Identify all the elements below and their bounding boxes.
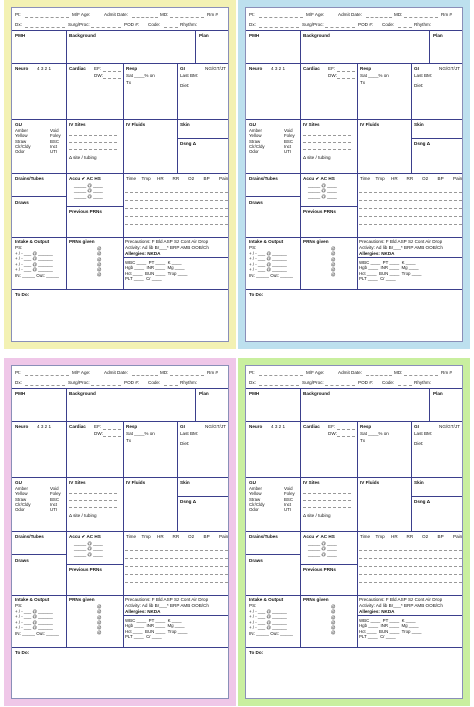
vitals-col-rr: RR — [406, 176, 414, 181]
precautions-label: Precautions: F Bld ASP Sz Cont Air Drop — [359, 239, 443, 244]
precautions-label: Precautions: F Bld ASP Sz Cont Air Drop — [125, 239, 209, 244]
iv-fluids-label: IV Fluids — [126, 480, 146, 485]
gi-codes: NG/GT/JT — [439, 424, 460, 429]
skin-label: Skin — [414, 480, 424, 485]
pmh-label: PMH — [15, 391, 26, 396]
accu-label: Accu ✔ AC HS — [69, 534, 101, 539]
mf-age-label: M/F Age: — [306, 12, 325, 17]
draws-label: Draws — [249, 558, 263, 563]
vitals-col-o2: O2 — [422, 176, 429, 181]
vitals-col-hr: HR — [391, 534, 398, 539]
ps-label: PS: — [15, 603, 23, 608]
dx-label: Dx: — [15, 380, 22, 385]
mf-age-label: M/F Age: — [72, 370, 91, 375]
intake-output-label: Intake & Output — [15, 597, 50, 602]
cardiac-label: Cardiac — [69, 66, 86, 71]
intake-output-label: Intake & Output — [15, 239, 50, 244]
rhythm-label: Rhythm: — [180, 22, 198, 27]
prn-given-list: @ @ @ @ @ @ — [331, 604, 336, 636]
pod-label: POD #: — [358, 380, 374, 385]
gu-label: GU — [15, 122, 22, 127]
code-label: Code: — [148, 380, 161, 385]
prn-given-list: @ @ @ @ @ @ — [331, 246, 336, 278]
last-bm-label: Last BM: — [414, 73, 433, 78]
gu-type-list: Void Foley BSC Inct UTI — [284, 128, 295, 154]
vitals-col-o2: O2 — [188, 534, 195, 539]
lab-values-list: WBC ____ PT ____ K ____ Hgb ____ INR ____ Mg ____ Hct ____ BUN ____ Trop ____ PLT ____ Cr ____ — [359, 618, 422, 639]
neuro-scale: 4 3 2 1 — [271, 66, 286, 71]
admit-date-label: Admit Date: — [104, 12, 128, 17]
dsng-label: Dsng Δ — [180, 141, 197, 146]
patient-label: Pt: — [249, 370, 255, 375]
report-sheet-bottom-right — [238, 358, 470, 706]
vitals-col-time: Time — [360, 534, 371, 539]
background-label: Background — [69, 33, 96, 38]
ps-label: PS: — [249, 603, 257, 608]
accu-check-list: _____ @ ____ _____ @ ____ _____ @ ____ — [308, 541, 337, 557]
gu-color-list: Amber Yellow Straw Clr/Cldy Odor — [249, 486, 265, 512]
cardiac-label: Cardiac — [69, 424, 86, 429]
admit-date-label: Admit Date: — [338, 370, 362, 375]
previous-prns-label: Previous PRNs — [69, 567, 102, 572]
previous-prns-label: Previous PRNs — [303, 209, 336, 214]
io-entry-list: + / - ___ @ ______ + / - ___ @ ______ + / - ___ @ ______ + / - ___ @ ______ — [15, 251, 53, 272]
vitals-col-time: Time — [360, 176, 371, 181]
vitals-col-hr: HR — [157, 176, 164, 181]
last-bm-label: Last BM: — [414, 431, 433, 436]
gi-codes: NG/GT/JT — [205, 66, 226, 71]
neuro-label: Neuro — [249, 424, 263, 429]
todo-label: To Do: — [249, 650, 264, 655]
in-out-label: IN: _____ Out: _____ — [15, 631, 59, 636]
background-label: Background — [69, 391, 96, 396]
io-entry-list: + / - ___ @ ______ + / - ___ @ ______ + / - ___ @ ______ + / - ___ @ ______ — [249, 609, 287, 630]
vitals-col-bp: BP — [203, 176, 210, 181]
vitals-col-tmp: Tmp — [375, 176, 385, 181]
dw-label: DW: — [328, 73, 337, 78]
vitals-col-hr: HR — [157, 534, 164, 539]
drains-label: Drains/Tubes — [15, 534, 44, 539]
allergies-label: Allergies: NKDA — [125, 251, 161, 256]
vitals-col-o2: O2 — [422, 534, 429, 539]
skin-label: Skin — [180, 122, 190, 127]
io-entry-list: + / - ___ @ ______ + / - ___ @ ______ + / - ___ @ ______ + / - ___ @ ______ — [249, 251, 287, 272]
pmh-label: PMH — [249, 391, 260, 396]
allergies-label: Allergies: NKDA — [125, 609, 161, 614]
resp-label: Resp — [360, 66, 372, 71]
code-label: Code: — [382, 22, 395, 27]
vitals-col-time: Time — [126, 176, 137, 181]
diet-label: Diet: — [180, 441, 190, 446]
dsng-label: Dsng Δ — [414, 499, 431, 504]
vitals-col-tmp: Tmp — [141, 176, 151, 181]
vitals-col-rr: RR — [406, 534, 414, 539]
intake-output-label: Intake & Output — [249, 239, 284, 244]
gi-label: GI — [414, 424, 419, 429]
drains-label: Drains/Tubes — [249, 176, 278, 181]
neuro-label: Neuro — [15, 66, 29, 71]
tx-label: Tx — [126, 80, 132, 85]
ps-label: PS: — [15, 245, 23, 250]
previous-prns-label: Previous PRNs — [303, 567, 336, 572]
sheet-form — [11, 365, 229, 699]
background-label: Background — [303, 33, 330, 38]
vitals-col-bp: BP — [203, 534, 210, 539]
ef-label: EF: — [94, 66, 102, 71]
lab-values-list: WBC ____ PT ____ K ____ Hgb ____ INR ____ Mg ____ Hct ____ BUN ____ Trop ____ PLT ____ Cr ____ — [125, 260, 188, 281]
vitals-col-pain: Pain — [453, 176, 463, 181]
pod-label: POD #: — [124, 22, 140, 27]
dx-label: Dx: — [249, 22, 256, 27]
tx-label: Tx — [360, 438, 366, 443]
md-label: MD: — [160, 12, 169, 17]
vitals-col-time: Time — [126, 534, 137, 539]
rhythm-label: Rhythm: — [414, 22, 432, 27]
background-label: Background — [303, 391, 330, 396]
gi-label: GI — [414, 66, 419, 71]
code-label: Code: — [148, 22, 161, 27]
gu-color-list: Amber Yellow Straw Clr/Cldy Odor — [15, 128, 31, 154]
report-sheet-top-left — [4, 0, 236, 349]
prns-given-label: PRNs given — [303, 597, 329, 602]
gu-type-list: Void Foley BSC Inct UTI — [284, 486, 295, 512]
iv-fluids-label: IV Fluids — [360, 480, 380, 485]
gi-label: GI — [180, 66, 185, 71]
md-label: MD: — [394, 370, 403, 375]
gu-type-list: Void Foley BSC Inct UTI — [50, 128, 61, 154]
diet-label: Diet: — [414, 441, 424, 446]
vitals-col-pain: Pain — [453, 534, 463, 539]
ef-label: EF: — [328, 66, 336, 71]
activity-label: Activity: Ad lib Br___* BRP AMB OOB/Ch — [125, 603, 209, 608]
prns-given-label: PRNs given — [69, 597, 95, 602]
accu-label: Accu ✔ AC HS — [303, 176, 335, 181]
vitals-col-tmp: Tmp — [375, 534, 385, 539]
plan-label: Plan — [433, 33, 443, 38]
room-label: Rm # — [207, 370, 218, 375]
patient-label: Pt: — [15, 12, 21, 17]
sheet-form — [245, 365, 463, 699]
code-label: Code: — [382, 380, 395, 385]
iv-sites-label: IV Sites — [303, 122, 320, 127]
previous-prns-label: Previous PRNs — [69, 209, 102, 214]
admit-date-label: Admit Date: — [104, 370, 128, 375]
diet-label: Diet: — [414, 83, 424, 88]
sat-label: Sat ____% on — [126, 431, 155, 436]
vitals-col-bp: BP — [437, 176, 444, 181]
gu-label: GU — [15, 480, 22, 485]
room-label: Rm # — [207, 12, 218, 17]
site-tubing-label: Δ site / tubing — [69, 513, 97, 518]
sheet-form — [11, 7, 229, 342]
gi-codes: NG/GT/JT — [205, 424, 226, 429]
admit-date-label: Admit Date: — [338, 12, 362, 17]
accu-check-list: _____ @ ____ _____ @ ____ _____ @ ____ — [74, 541, 103, 557]
iv-fluids-label: IV Fluids — [360, 122, 380, 127]
neuro-scale: 4 3 2 1 — [37, 424, 52, 429]
prns-given-label: PRNs given — [69, 239, 95, 244]
room-label: Rm # — [441, 12, 452, 17]
vitals-col-hr: HR — [391, 176, 398, 181]
cardiac-label: Cardiac — [303, 66, 320, 71]
precautions-label: Precautions: F Bld ASP Sz Cont Air Drop — [125, 597, 209, 602]
in-out-label: IN: _____ Out: _____ — [15, 273, 59, 278]
report-sheet-bottom-left — [4, 358, 236, 706]
neuro-label: Neuro — [249, 66, 263, 71]
dsng-label: Dsng Δ — [414, 141, 431, 146]
vitals-col-rr: RR — [172, 176, 180, 181]
sat-label: Sat ____% on — [360, 431, 389, 436]
vitals-col-pain: Pain — [219, 534, 229, 539]
diet-label: Diet: — [180, 83, 190, 88]
activity-label: Activity: Ad lib Br___* BRP AMB OOB/Ch — [125, 245, 209, 250]
vitals-col-rr: RR — [172, 534, 180, 539]
patient-label: Pt: — [15, 370, 21, 375]
accu-check-list: _____ @ ____ _____ @ ____ _____ @ ____ — [74, 183, 103, 199]
io-entry-list: + / - ___ @ ______ + / - ___ @ ______ + / - ___ @ ______ + / - ___ @ ______ — [15, 609, 53, 630]
draws-label: Draws — [249, 200, 263, 205]
dx-label: Dx: — [15, 22, 22, 27]
plan-label: Plan — [199, 33, 209, 38]
in-out-label: IN: _____ Out: _____ — [249, 631, 293, 636]
pod-label: POD #: — [124, 380, 140, 385]
ps-label: PS: — [249, 245, 257, 250]
gu-type-list: Void Foley BSC Inct UTI — [50, 486, 61, 512]
dw-label: DW: — [328, 431, 337, 436]
md-label: MD: — [160, 370, 169, 375]
lab-values-list: WBC ____ PT ____ K ____ Hgb ____ INR ____ Mg ____ Hct ____ BUN ____ Trop ____ PLT ____ Cr ____ — [359, 260, 422, 281]
tx-label: Tx — [126, 438, 132, 443]
mf-age-label: M/F Age: — [72, 12, 91, 17]
dw-label: DW: — [94, 431, 103, 436]
iv-fluids-label: IV Fluids — [126, 122, 146, 127]
plan-label: Plan — [199, 391, 209, 396]
site-tubing-label: Δ site / tubing — [69, 155, 97, 160]
precautions-label: Precautions: F Bld ASP Sz Cont Air Drop — [359, 597, 443, 602]
drains-label: Drains/Tubes — [249, 534, 278, 539]
rhythm-label: Rhythm: — [180, 380, 198, 385]
activity-label: Activity: Ad lib Br___* BRP AMB OOB/Ch — [359, 245, 443, 250]
patient-label: Pt: — [249, 12, 255, 17]
last-bm-label: Last BM: — [180, 431, 199, 436]
ef-label: EF: — [94, 424, 102, 429]
activity-label: Activity: Ad lib Br___* BRP AMB OOB/Ch — [359, 603, 443, 608]
rhythm-label: Rhythm: — [414, 380, 432, 385]
gi-codes: NG/GT/JT — [439, 66, 460, 71]
pmh-label: PMH — [15, 33, 26, 38]
todo-label: To Do: — [249, 292, 264, 297]
sat-label: Sat ____% on — [360, 73, 389, 78]
vitals-col-pain: Pain — [219, 176, 229, 181]
sat-label: Sat ____% on — [126, 73, 155, 78]
prn-given-list: @ @ @ @ @ @ — [97, 246, 102, 278]
plan-label: Plan — [433, 391, 443, 396]
resp-label: Resp — [126, 424, 138, 429]
site-tubing-label: Δ site / tubing — [303, 513, 331, 518]
skin-label: Skin — [180, 480, 190, 485]
vitals-col-bp: BP — [437, 534, 444, 539]
room-label: Rm # — [441, 370, 452, 375]
allergies-label: Allergies: NKDA — [359, 609, 395, 614]
draws-label: Draws — [15, 558, 29, 563]
todo-label: To Do: — [15, 292, 30, 297]
prn-given-list: @ @ @ @ @ @ — [97, 604, 102, 636]
resp-label: Resp — [360, 424, 372, 429]
accu-check-list: _____ @ ____ _____ @ ____ _____ @ ____ — [308, 183, 337, 199]
sheet-form — [245, 7, 463, 342]
iv-sites-label: IV Sites — [69, 122, 86, 127]
neuro-scale: 4 3 2 1 — [271, 424, 286, 429]
allergies-label: Allergies: NKDA — [359, 251, 395, 256]
gu-label: GU — [249, 480, 256, 485]
gi-label: GI — [180, 424, 185, 429]
surg-proc-label: Surg/Proc: — [68, 380, 90, 385]
surg-proc-label: Surg/Proc: — [302, 380, 324, 385]
tx-label: Tx — [360, 80, 366, 85]
accu-label: Accu ✔ AC HS — [69, 176, 101, 181]
site-tubing-label: Δ site / tubing — [303, 155, 331, 160]
vitals-col-tmp: Tmp — [141, 534, 151, 539]
vitals-col-o2: O2 — [188, 176, 195, 181]
iv-sites-label: IV Sites — [69, 480, 86, 485]
draws-label: Draws — [15, 200, 29, 205]
pod-label: POD #: — [358, 22, 374, 27]
accu-label: Accu ✔ AC HS — [303, 534, 335, 539]
md-label: MD: — [394, 12, 403, 17]
lab-values-list: WBC ____ PT ____ K ____ Hgb ____ INR ____ Mg ____ Hct ____ BUN ____ Trop ____ PLT ____ Cr ____ — [125, 618, 188, 639]
cardiac-label: Cardiac — [303, 424, 320, 429]
resp-label: Resp — [126, 66, 138, 71]
gu-color-list: Amber Yellow Straw Clr/Cldy Odor — [249, 128, 265, 154]
last-bm-label: Last BM: — [180, 73, 199, 78]
dw-label: DW: — [94, 73, 103, 78]
intake-output-label: Intake & Output — [249, 597, 284, 602]
pmh-label: PMH — [249, 33, 260, 38]
gu-label: GU — [249, 122, 256, 127]
drains-label: Drains/Tubes — [15, 176, 44, 181]
iv-sites-label: IV Sites — [303, 480, 320, 485]
neuro-scale: 4 3 2 1 — [37, 66, 52, 71]
in-out-label: IN: _____ Out: _____ — [249, 273, 293, 278]
todo-label: To Do: — [15, 650, 30, 655]
surg-proc-label: Surg/Proc: — [68, 22, 90, 27]
neuro-label: Neuro — [15, 424, 29, 429]
prns-given-label: PRNs given — [303, 239, 329, 244]
ef-label: EF: — [328, 424, 336, 429]
gu-color-list: Amber Yellow Straw Clr/Cldy Odor — [15, 486, 31, 512]
dsng-label: Dsng Δ — [180, 499, 197, 504]
skin-label: Skin — [414, 122, 424, 127]
report-sheet-top-right — [238, 0, 470, 349]
dx-label: Dx: — [249, 380, 256, 385]
mf-age-label: M/F Age: — [306, 370, 325, 375]
surg-proc-label: Surg/Proc: — [302, 22, 324, 27]
